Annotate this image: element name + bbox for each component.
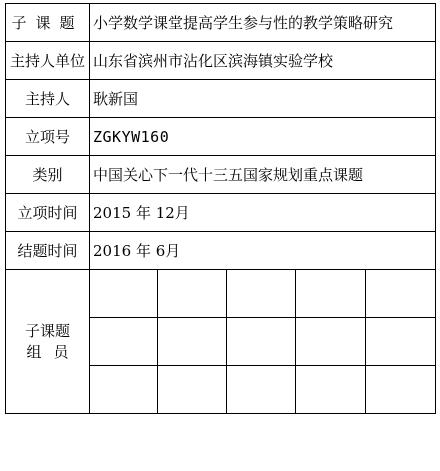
member-cell [296, 366, 366, 414]
member-cell [227, 366, 296, 414]
members-label-line2: 组员 [26, 342, 81, 361]
member-cell [366, 270, 436, 318]
member-cell [90, 366, 158, 414]
start-time-value: 2015 年 12月 [90, 194, 436, 232]
member-cell [366, 318, 436, 366]
host-unit-label: 主持人单位 [6, 42, 90, 80]
row-host [6, 80, 436, 118]
end-time-label: 结题时间 [6, 232, 90, 270]
category-value: 中国关心下一代十三五国家规划重点课题 [90, 156, 436, 194]
members-label-line1: 子课题 [24, 321, 70, 340]
member-cell [296, 318, 366, 366]
host-unit-value: 山东省滨州市沾化区滨海镇实验学校 [90, 42, 436, 80]
member-cell [158, 318, 227, 366]
category-label: 类别 [6, 156, 90, 194]
row-start-time [6, 194, 436, 232]
member-cell [227, 318, 296, 366]
member-cell [366, 366, 436, 414]
member-cell [227, 270, 296, 318]
member-cell [296, 270, 366, 318]
row-topic [6, 4, 436, 42]
project-no-value: ZGKYW160 [90, 118, 436, 156]
topic-value: 小学数学课堂提高学生参与性的教学策略研究 [90, 4, 436, 42]
project-no-label: 立项号 [6, 118, 90, 156]
row-host-unit [6, 42, 436, 80]
member-cell [158, 270, 227, 318]
topic-label: 子课题 [6, 4, 90, 42]
member-row [6, 270, 436, 318]
row-end-time [6, 232, 436, 270]
member-cell [90, 270, 158, 318]
member-cell [90, 318, 158, 366]
project-info-form [5, 3, 436, 414]
members-label [6, 270, 90, 414]
member-cell [158, 366, 227, 414]
host-value: 耿新国 [90, 80, 436, 118]
row-category [6, 156, 436, 194]
host-label: 主持人 [6, 80, 90, 118]
start-time-label: 立项时间 [6, 194, 90, 232]
row-project-no [6, 118, 436, 156]
end-time-value: 2016 年 6月 [90, 232, 436, 270]
